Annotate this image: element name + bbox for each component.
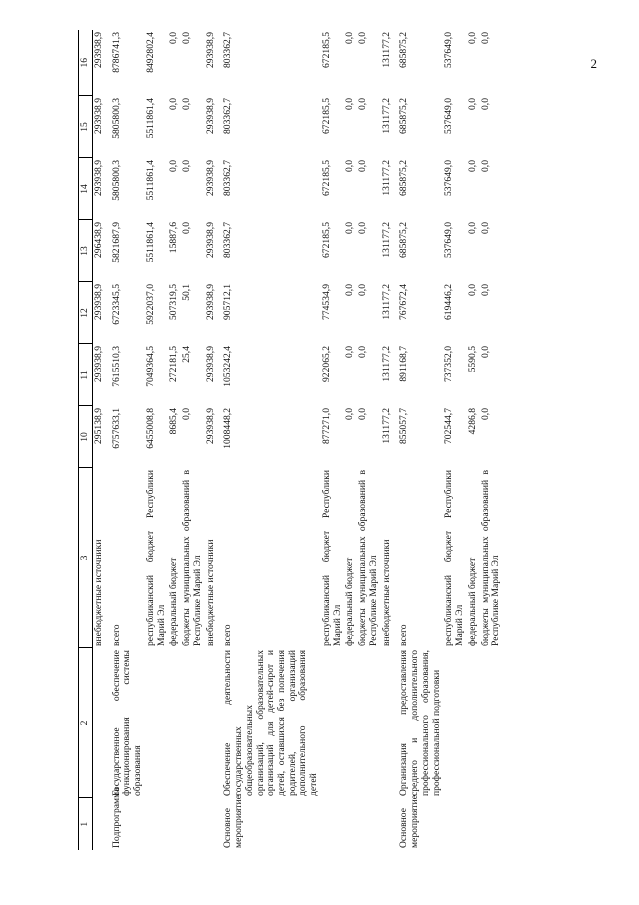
value-cell: 0,0 xyxy=(181,160,193,172)
value-cell: 131177,2 xyxy=(380,222,392,258)
type-cell xyxy=(443,798,466,850)
value-cell: 0,0 xyxy=(181,98,193,110)
table-body xyxy=(79,30,503,850)
value-cell: 0,0 xyxy=(479,346,491,358)
value-cell: 0,0 xyxy=(479,408,491,420)
name-cell xyxy=(181,648,204,798)
source-cell: бюджеты муниципальных образований в Республике Марий Эл xyxy=(357,470,379,646)
table-row xyxy=(321,30,344,850)
source-cell: внебюджетные источники xyxy=(380,539,392,646)
value-cell: 0,0 xyxy=(466,222,478,234)
header-cell: 2 xyxy=(79,648,93,798)
value-cell: 15887,6 xyxy=(168,222,180,254)
source-cell: бюджеты муниципальных образований в Республике Марий Эл xyxy=(479,470,502,646)
source-cell: федеральный бюджет xyxy=(344,557,356,646)
value-cell: 131177,2 xyxy=(380,160,392,196)
value-cell: 0,0 xyxy=(357,98,369,110)
value-cell: 855057,7 xyxy=(398,408,410,444)
value-cell: 672185,5 xyxy=(320,98,332,134)
table-header-row xyxy=(79,30,93,850)
name-cell: Государственное обеспечение функционирования системы образования xyxy=(110,650,144,796)
value-cell: 0,0 xyxy=(168,32,180,44)
name-cell xyxy=(480,648,503,798)
value-cell: 6455008,8 xyxy=(144,408,156,449)
value-cell: 0,0 xyxy=(344,160,356,172)
type-cell xyxy=(145,798,168,850)
table-row xyxy=(393,30,443,850)
header-cell: 16 xyxy=(79,30,93,96)
value-cell: 0,0 xyxy=(357,160,369,172)
value-cell: 50,1 xyxy=(181,284,193,301)
value-cell: 131177,2 xyxy=(380,98,392,134)
value-cell: 0,0 xyxy=(344,284,356,296)
budget-table xyxy=(78,30,503,850)
value-cell: 131177,2 xyxy=(380,284,392,320)
type-cell xyxy=(205,798,218,850)
name-cell xyxy=(168,648,181,798)
type-cell xyxy=(344,798,357,850)
page-number: 2 xyxy=(590,56,597,71)
name-cell xyxy=(321,648,344,798)
value-cell: 293938,9 xyxy=(93,160,104,196)
type-cell xyxy=(467,798,480,850)
value-cell: 5922037,0 xyxy=(144,284,156,325)
table-row xyxy=(443,30,466,850)
source-cell: республиканский бюджет Республики Марий Эл xyxy=(144,470,167,646)
value-cell: 0,0 xyxy=(479,284,491,296)
value-cell: 537649,0 xyxy=(443,32,455,68)
value-cell: 0,0 xyxy=(181,32,193,44)
table-row xyxy=(381,30,394,850)
value-cell: 131177,2 xyxy=(380,32,392,68)
value-cell: 0,0 xyxy=(479,222,491,234)
type-cell: Основное мероприятие xyxy=(222,795,245,848)
value-cell: 0,0 xyxy=(344,408,356,420)
source-cell: внебюджетные источники xyxy=(204,539,216,646)
name-cell xyxy=(93,648,106,798)
value-cell: 0,0 xyxy=(357,222,369,234)
value-cell: 685875,2 xyxy=(398,32,410,68)
value-cell: 293938,9 xyxy=(93,32,104,68)
table-row xyxy=(217,30,321,850)
value-cell: 619446,2 xyxy=(443,284,455,320)
header-cell: 1 xyxy=(79,798,93,850)
header-cell: 12 xyxy=(79,282,93,344)
table-row xyxy=(168,30,181,850)
value-cell: 1053242,4 xyxy=(222,346,234,387)
value-cell: 0,0 xyxy=(344,32,356,44)
source-cell: бюджеты муниципальных образований в Республике Марий Эл xyxy=(181,470,203,646)
value-cell: 685875,2 xyxy=(398,160,410,196)
value-cell: 0,0 xyxy=(466,284,478,296)
value-cell: 0,0 xyxy=(479,32,491,44)
value-cell: 537649,0 xyxy=(443,160,455,196)
value-cell: 891168,7 xyxy=(398,346,410,382)
source-cell: всего xyxy=(398,624,410,646)
value-cell: 803362,7 xyxy=(222,32,234,68)
value-cell: 685875,2 xyxy=(398,98,410,134)
value-cell: 0,0 xyxy=(344,222,356,234)
table-row xyxy=(480,30,503,850)
header-cell: 10 xyxy=(79,406,93,468)
value-cell: 0,0 xyxy=(466,32,478,44)
value-cell: 0,0 xyxy=(357,32,369,44)
value-cell: 0,0 xyxy=(479,98,491,110)
value-cell: 293938,9 xyxy=(204,98,216,134)
table-row xyxy=(467,30,480,850)
value-cell: 0,0 xyxy=(479,160,491,172)
name-cell xyxy=(205,648,218,798)
value-cell: 293938,9 xyxy=(93,284,104,320)
source-cell: федеральный бюджет xyxy=(466,557,478,646)
value-cell: 672185,5 xyxy=(320,222,332,258)
type-cell xyxy=(181,798,204,850)
source-cell: федеральный бюджет xyxy=(168,557,180,646)
source-cell: республиканский бюджет Республики Марий Эл xyxy=(443,470,466,646)
value-cell: 922065,2 xyxy=(320,346,332,382)
type-cell xyxy=(480,798,503,850)
value-cell: 0,0 xyxy=(181,408,193,420)
type-cell xyxy=(168,798,181,850)
header-cell: 3 xyxy=(79,468,93,648)
value-cell: 0,0 xyxy=(168,98,180,110)
value-cell: 877271,0 xyxy=(320,408,332,444)
table-row xyxy=(205,30,218,850)
value-cell: 767672,4 xyxy=(398,284,410,320)
value-cell: 131177,2 xyxy=(380,346,392,382)
value-cell: 0,0 xyxy=(168,160,180,172)
type-cell: Основное мероприятие xyxy=(398,795,421,848)
source-cell: республиканский бюджет Республики Марий Эл xyxy=(320,470,343,646)
value-cell: 296438,9 xyxy=(93,222,104,258)
table-row xyxy=(106,30,145,850)
table-row xyxy=(181,30,204,850)
source-cell: всего xyxy=(110,624,122,646)
value-cell: 7615510,3 xyxy=(110,346,122,387)
value-cell: 0,0 xyxy=(181,222,193,234)
value-cell: 293938,9 xyxy=(204,32,216,68)
value-cell: 672185,5 xyxy=(320,32,332,68)
value-cell: 905712,1 xyxy=(222,284,234,320)
value-cell: 25,4 xyxy=(181,346,193,363)
value-cell: 1008448,2 xyxy=(222,408,234,449)
value-cell: 774534,9 xyxy=(320,284,332,320)
type-cell xyxy=(321,798,344,850)
source-cell: всего xyxy=(222,624,234,646)
header-cell: 15 xyxy=(79,96,93,158)
value-cell: 293938,9 xyxy=(204,408,216,444)
value-cell: 803362,7 xyxy=(222,98,234,134)
header-cell: 13 xyxy=(79,220,93,282)
value-cell: 131177,2 xyxy=(380,408,392,444)
value-cell: 293938,9 xyxy=(204,222,216,258)
value-cell: 507319,5 xyxy=(168,284,180,320)
name-cell xyxy=(145,648,168,798)
type-cell: Подпрограмма xyxy=(110,787,122,848)
value-cell: 4286,8 xyxy=(466,408,478,435)
type-cell xyxy=(93,798,106,850)
type-cell xyxy=(381,798,394,850)
value-cell: 8786741,3 xyxy=(110,32,122,73)
value-cell: 5511861,4 xyxy=(144,222,156,263)
value-cell: 0,0 xyxy=(466,160,478,172)
name-cell xyxy=(381,648,394,798)
value-cell: 0,0 xyxy=(344,346,356,358)
value-cell: 5821687,9 xyxy=(110,222,122,263)
value-cell: 5590,5 xyxy=(466,346,478,373)
value-cell: 5511861,4 xyxy=(144,160,156,201)
type-cell xyxy=(357,798,380,850)
value-cell: 803362,7 xyxy=(222,160,234,196)
name-cell: Обеспечение деятельности государственных общеобразовательных организаций, образовательных организаций для детей-сирот и детей, оставшихся без попечения родителей, организаций дополнительного образования детей xyxy=(222,650,320,796)
value-cell: 295138,9 xyxy=(93,408,104,444)
source-cell: внебюджетные источники xyxy=(93,539,104,646)
value-cell: 5511861,4 xyxy=(144,98,156,139)
value-cell: 8685,4 xyxy=(168,408,180,435)
name-cell: Организация предоставления среднего и дополнительного профессионального образования, профессиональной подготовки xyxy=(398,650,442,796)
value-cell: 702544,7 xyxy=(443,408,455,444)
name-cell xyxy=(357,648,380,798)
name-cell xyxy=(344,648,357,798)
header-cell: 14 xyxy=(79,158,93,220)
value-cell: 5805800,3 xyxy=(110,160,122,201)
table-row xyxy=(344,30,357,850)
value-cell: 0,0 xyxy=(357,284,369,296)
value-cell: 293938,9 xyxy=(93,98,104,134)
value-cell: 537649,0 xyxy=(443,222,455,258)
header-cell: 11 xyxy=(79,344,93,406)
table-row xyxy=(93,30,106,850)
value-cell: 8492802,4 xyxy=(144,32,156,73)
value-cell: 537649,0 xyxy=(443,98,455,134)
table-row xyxy=(145,30,168,850)
value-cell: 0,0 xyxy=(357,408,369,420)
value-cell: 293938,9 xyxy=(93,346,104,382)
value-cell: 293938,9 xyxy=(204,346,216,382)
value-cell: 293938,9 xyxy=(204,284,216,320)
value-cell: 272181,5 xyxy=(168,346,180,382)
value-cell: 0,0 xyxy=(344,98,356,110)
value-cell: 293938,9 xyxy=(204,160,216,196)
value-cell: 6723345,5 xyxy=(110,284,122,325)
table-row xyxy=(357,30,380,850)
value-cell: 685875,2 xyxy=(398,222,410,258)
name-cell xyxy=(467,648,480,798)
value-cell: 803362,7 xyxy=(222,222,234,258)
value-cell: 737352,0 xyxy=(443,346,455,382)
name-cell xyxy=(443,648,466,798)
value-cell: 0,0 xyxy=(357,346,369,358)
value-cell: 7049364,5 xyxy=(144,346,156,387)
value-cell: 5805800,3 xyxy=(110,98,122,139)
value-cell: 672185,5 xyxy=(320,160,332,196)
value-cell: 6757633,1 xyxy=(110,408,122,449)
value-cell: 0,0 xyxy=(466,98,478,110)
